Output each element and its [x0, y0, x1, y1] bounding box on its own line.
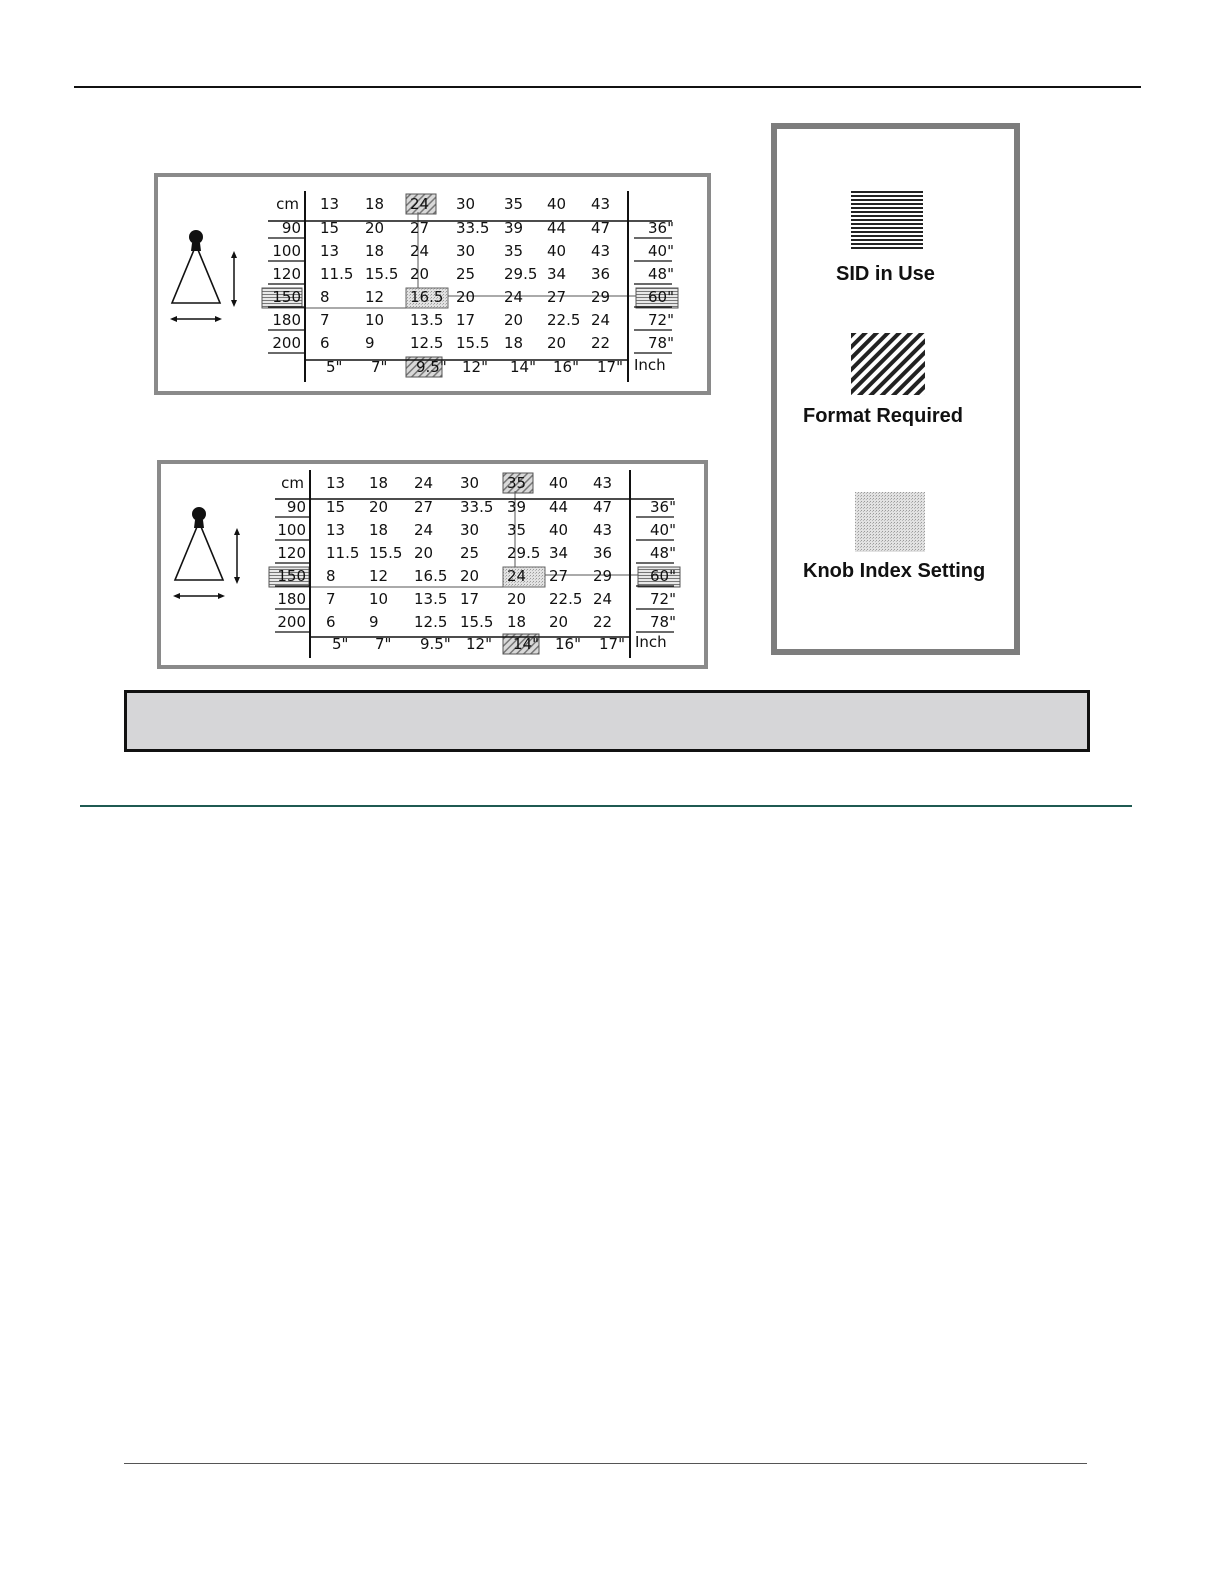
- table-cell: 39: [507, 498, 527, 516]
- table-cell: 13: [326, 521, 346, 539]
- beam-triangle-icon: [175, 522, 223, 580]
- table-header-cell: 13: [326, 474, 346, 492]
- table-cell: 29.5: [504, 265, 538, 283]
- table-cell: 11.5: [326, 544, 360, 562]
- sid-row-label: 90: [281, 219, 301, 237]
- table-cell: 20: [414, 544, 434, 562]
- table-header-cell: 13: [320, 195, 340, 213]
- table-cell: 36: [591, 265, 611, 283]
- table-cell: 24: [410, 242, 430, 260]
- table-cell: 24: [593, 590, 613, 608]
- sid-row-label: 150: [272, 288, 301, 306]
- table-footer-cell: 12": [466, 635, 492, 653]
- table-cell: 20: [547, 334, 567, 352]
- table-cell: 9: [369, 613, 379, 631]
- table-footer-cell: 9.5": [416, 358, 447, 376]
- knob-index-swatch: [855, 492, 925, 552]
- arrow-down-head-icon: [234, 577, 240, 584]
- table-cell: 34: [549, 544, 569, 562]
- table-cell: 22.5: [549, 590, 583, 608]
- table-cell: 35: [504, 242, 524, 260]
- table-cell: 29: [593, 567, 613, 585]
- table-header-cell: 30: [460, 474, 480, 492]
- table-cell: 13: [320, 242, 340, 260]
- table-cell: 30: [456, 242, 476, 260]
- table-cell: 12.5: [414, 613, 448, 631]
- table-cell: 47: [593, 498, 613, 516]
- sid-in-use-swatch: [851, 191, 923, 251]
- arrow-up-head-icon: [234, 528, 240, 535]
- table-header-cell: 35: [507, 474, 527, 492]
- inch-row-label: 60": [648, 288, 674, 306]
- table-cell: 13.5: [414, 590, 448, 608]
- table-cell: 8: [320, 288, 330, 306]
- tube-collimator-icon: [194, 520, 204, 528]
- table-cell: 36: [593, 544, 613, 562]
- table-cell: 17: [456, 311, 476, 329]
- inch-row-label: 40": [648, 242, 674, 260]
- table-cell: 39: [504, 219, 524, 237]
- table-footer-cell: 16": [555, 635, 581, 653]
- table-cell: 33.5: [460, 498, 494, 516]
- table-cell: 34: [547, 265, 567, 283]
- table-cell: 7: [320, 311, 330, 329]
- table-header-cell: 18: [369, 474, 389, 492]
- table-footer-cell: 14": [513, 635, 539, 653]
- table-footer-cell: 5": [326, 358, 343, 376]
- inch-row-label: 72": [650, 590, 676, 608]
- table-cell: 35: [507, 521, 527, 539]
- table-header-cell: 35: [504, 195, 524, 213]
- table-cell: 11.5: [320, 265, 354, 283]
- footer-rule: [124, 1463, 1087, 1464]
- table-cell: 40: [547, 242, 567, 260]
- sid-row-label: 180: [272, 311, 301, 329]
- table-footer-cell: 14": [510, 358, 536, 376]
- table-cell: 30: [460, 521, 480, 539]
- sid-row-label: 120: [272, 265, 301, 283]
- table-header-cell: 43: [593, 474, 613, 492]
- table-footer-cell: 12": [462, 358, 488, 376]
- table-cell: 20: [369, 498, 389, 516]
- table-cell: 18: [504, 334, 524, 352]
- table-cell: 33.5: [456, 219, 490, 237]
- sid-row-label: 200: [277, 613, 306, 631]
- table-cell: 22: [593, 613, 613, 631]
- format-required-swatch: [851, 333, 925, 395]
- inch-row-label: 78": [648, 334, 674, 352]
- table-cell: 29: [591, 288, 611, 306]
- table-footer-cell: 9.5": [420, 635, 451, 653]
- sid-row-label: 120: [277, 544, 306, 562]
- arrow-right-head-icon: [215, 316, 222, 322]
- table-cell: 17: [460, 590, 480, 608]
- table-footer-unit: Inch: [634, 356, 666, 374]
- inch-row-label: 60": [650, 567, 676, 585]
- table-cell: 40: [549, 521, 569, 539]
- table-cell: 24: [504, 288, 524, 306]
- table-cell: 15.5: [369, 544, 403, 562]
- table-header-unit: cm: [281, 474, 304, 492]
- table-header-cell: 18: [365, 195, 385, 213]
- table-cell: 18: [369, 521, 389, 539]
- table-header-cell: 43: [591, 195, 611, 213]
- note-box: [124, 690, 1090, 752]
- inch-row-label: 48": [648, 265, 674, 283]
- table-cell: 43: [593, 521, 613, 539]
- table-cell: 9: [365, 334, 375, 352]
- table-cell: 43: [591, 242, 611, 260]
- table-footer-unit: Inch: [635, 633, 667, 651]
- inch-row-label: 36": [648, 219, 674, 237]
- table-cell: 7: [326, 590, 336, 608]
- legend-panel: [771, 123, 1020, 655]
- table-cell: 20: [460, 567, 480, 585]
- table-cell: 15: [326, 498, 346, 516]
- header-rule: [74, 86, 1141, 88]
- beam-triangle-icon: [172, 245, 220, 303]
- table-cell: 12.5: [410, 334, 444, 352]
- arrow-down-head-icon: [231, 300, 237, 307]
- table-cell: 29.5: [507, 544, 541, 562]
- tube-collimator-icon: [191, 243, 201, 251]
- table-cell: 12: [365, 288, 385, 306]
- arrow-left-head-icon: [170, 316, 177, 322]
- inch-row-label: 40": [650, 521, 676, 539]
- table-cell: 16.5: [414, 567, 448, 585]
- sid-row-label: 100: [272, 242, 301, 260]
- table-cell: 27: [549, 567, 569, 585]
- inch-row-label: 36": [650, 498, 676, 516]
- table-footer-cell: 16": [553, 358, 579, 376]
- table-cell: 20: [504, 311, 524, 329]
- table-footer-cell: 7": [371, 358, 388, 376]
- inch-row-label: 48": [650, 544, 676, 562]
- table-footer-cell: 5": [332, 635, 349, 653]
- xray-tube-figure: [170, 230, 237, 322]
- tube-head-icon: [189, 230, 203, 244]
- sid-row-label: 90: [286, 498, 306, 516]
- table-footer-cell: 17": [597, 358, 623, 376]
- arrow-left-head-icon: [173, 593, 180, 599]
- table-header-cell: 40: [549, 474, 569, 492]
- table-footer-cell: 17": [599, 635, 625, 653]
- table-cell: 22.5: [547, 311, 581, 329]
- table-cell: 20: [365, 219, 385, 237]
- sid-chart-panel-2: [157, 460, 708, 669]
- table-cell: 20: [456, 288, 476, 306]
- table-cell: 10: [369, 590, 389, 608]
- table-cell: 27: [410, 219, 430, 237]
- sid-format-table-2: [161, 464, 704, 665]
- table-cell: 24: [591, 311, 611, 329]
- table-cell: 12: [369, 567, 389, 585]
- table-cell: 18: [507, 613, 527, 631]
- table-cell: 13.5: [410, 311, 444, 329]
- inch-row-label: 72": [648, 311, 674, 329]
- table-cell: 47: [591, 219, 611, 237]
- table-cell: 16.5: [410, 288, 444, 306]
- inch-row-label: 78": [650, 613, 676, 631]
- legend-label-format: Format Required: [803, 405, 964, 427]
- table-cell: 15.5: [365, 265, 399, 283]
- table-header-cell: 40: [547, 195, 567, 213]
- arrow-up-head-icon: [231, 251, 237, 258]
- table-cell: 27: [547, 288, 567, 306]
- sid-row-label: 180: [277, 590, 306, 608]
- table-cell: 18: [365, 242, 385, 260]
- table-cell: 25: [460, 544, 480, 562]
- sid-row-label: 100: [277, 521, 306, 539]
- xray-tube-figure: [173, 507, 240, 599]
- table-cell: 6: [326, 613, 336, 631]
- tube-head-icon: [192, 507, 206, 521]
- legend-label-sid: SID in Use: [836, 263, 935, 285]
- table-cell: 44: [547, 219, 567, 237]
- table-footer-cell: 7": [375, 635, 392, 653]
- table-cell: 8: [326, 567, 336, 585]
- table-cell: 15: [320, 219, 340, 237]
- table-cell: 6: [320, 334, 330, 352]
- table-header-unit: cm: [276, 195, 299, 213]
- table-cell: 44: [549, 498, 569, 516]
- table-cell: 15.5: [456, 334, 490, 352]
- table-header-cell: 30: [456, 195, 476, 213]
- table-cell: 20: [549, 613, 569, 631]
- table-header-cell: 24: [414, 474, 434, 492]
- sid-row-label: 150: [277, 567, 306, 585]
- sid-chart-panel-1: [154, 173, 711, 395]
- arrow-right-head-icon: [218, 593, 225, 599]
- table-cell: 10: [365, 311, 385, 329]
- table-cell: 24: [414, 521, 434, 539]
- table-cell: 20: [410, 265, 430, 283]
- table-cell: 22: [591, 334, 611, 352]
- table-cell: 15.5: [460, 613, 494, 631]
- sid-row-label: 200: [272, 334, 301, 352]
- table-cell: 25: [456, 265, 476, 283]
- table-cell: 24: [507, 567, 527, 585]
- section-divider: [80, 805, 1132, 807]
- table-header-cell: 24: [410, 195, 430, 213]
- legend-label-knob: Knob Index Setting: [803, 560, 986, 582]
- table-cell: 20: [507, 590, 527, 608]
- sid-format-table-1: [158, 177, 707, 391]
- table-cell: 27: [414, 498, 434, 516]
